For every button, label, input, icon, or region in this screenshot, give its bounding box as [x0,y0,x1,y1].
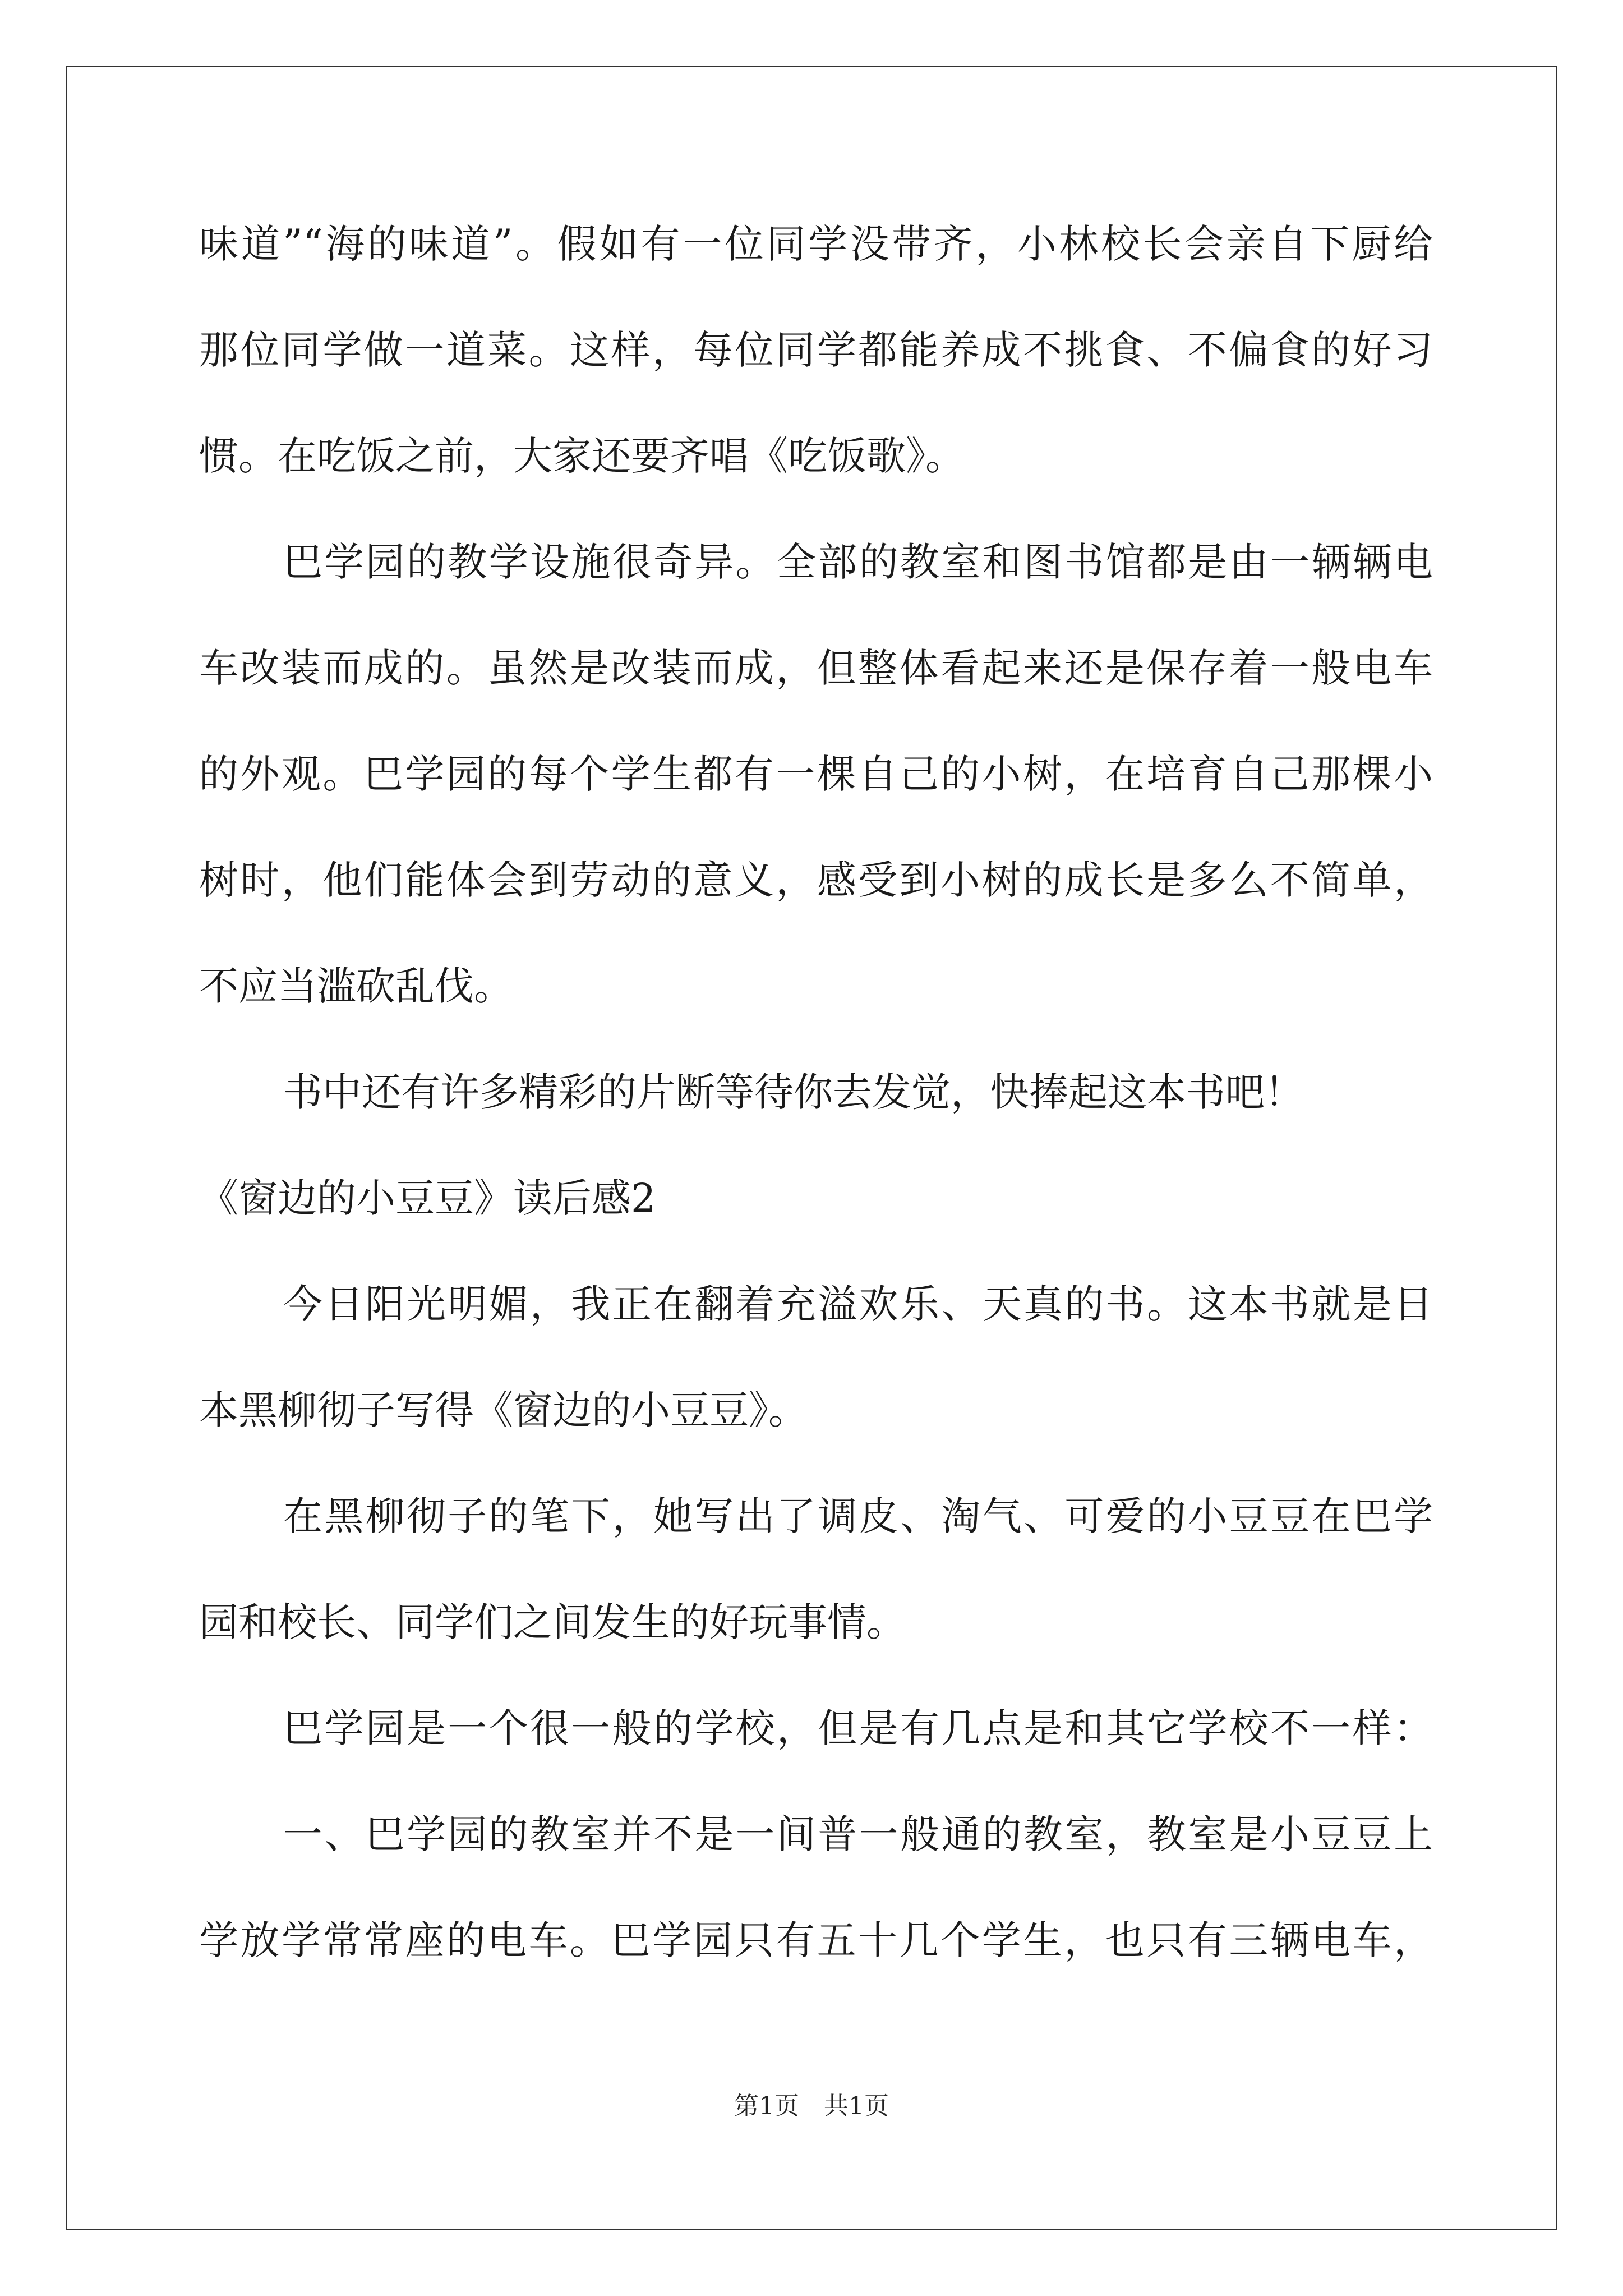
document-body [199,213,1433,2016]
text-line-5: 车改装而成的。虽然是改装而成，但整体看起来还是保存着一般电车 [199,645,1433,691]
text-line-8: 不应当滥砍乱伐。 [199,963,513,1009]
text-line-4: 巴学园的教学设施很奇异。全部的教室和图书馆都是由一辆辆电 [283,539,1433,585]
text-line-2: 那位同学做一道菜。这样，每位同学都能养成不挑食、不偏食的好习 [199,327,1433,373]
text-line-17: 学放学常常座的电车。巴学园只有五十几个学生，也只有三辆电车， [199,1917,1433,1963]
text-line-9: 书中还有许多精彩的片断等待你去发觉，快捧起这本书吧！ [283,1069,1304,1115]
text-line-1: 味道”“海的味道”。假如有一位同学没带齐，小林校长会亲自下厨给 [199,221,1433,267]
page-footer: 第1页 共1页 [734,2092,889,2120]
text-line-12: 本黑柳彻子写得《窗边的小豆豆》。 [199,1387,808,1433]
text-line-7: 树时，他们能体会到劳动的意义，感受到小树的成长是多么不简单， [199,857,1433,903]
text-line-3: 惯。在吃饭之前，大家还要齐唱《吃饭歌》。 [199,433,965,479]
text-line-6: 的外观。巴学园的每个学生都有一棵自己的小树，在培育自己那棵小 [199,751,1433,797]
text-line-11: 今日阳光明媚，我正在翻着充溢欢乐、天真的书。这本书就是日 [283,1281,1433,1327]
text-line-14: 园和校长、同学们之间发生的好玩事情。 [199,1599,906,1645]
text-line-15: 巴学园是一个很一般的学校，但是有几点是和其它学校不一样： [283,1705,1433,1751]
section-heading: 《窗边的小豆豆》读后感2 [199,1175,656,1221]
text-line-13: 在黑柳彻子的笔下，她写出了调皮、淘气、可爱的小豆豆在巴学 [283,1493,1433,1539]
text-line-16: 一、巴学园的教室并不是一间普一般通的教室，教室是小豆豆上 [283,1811,1433,1857]
